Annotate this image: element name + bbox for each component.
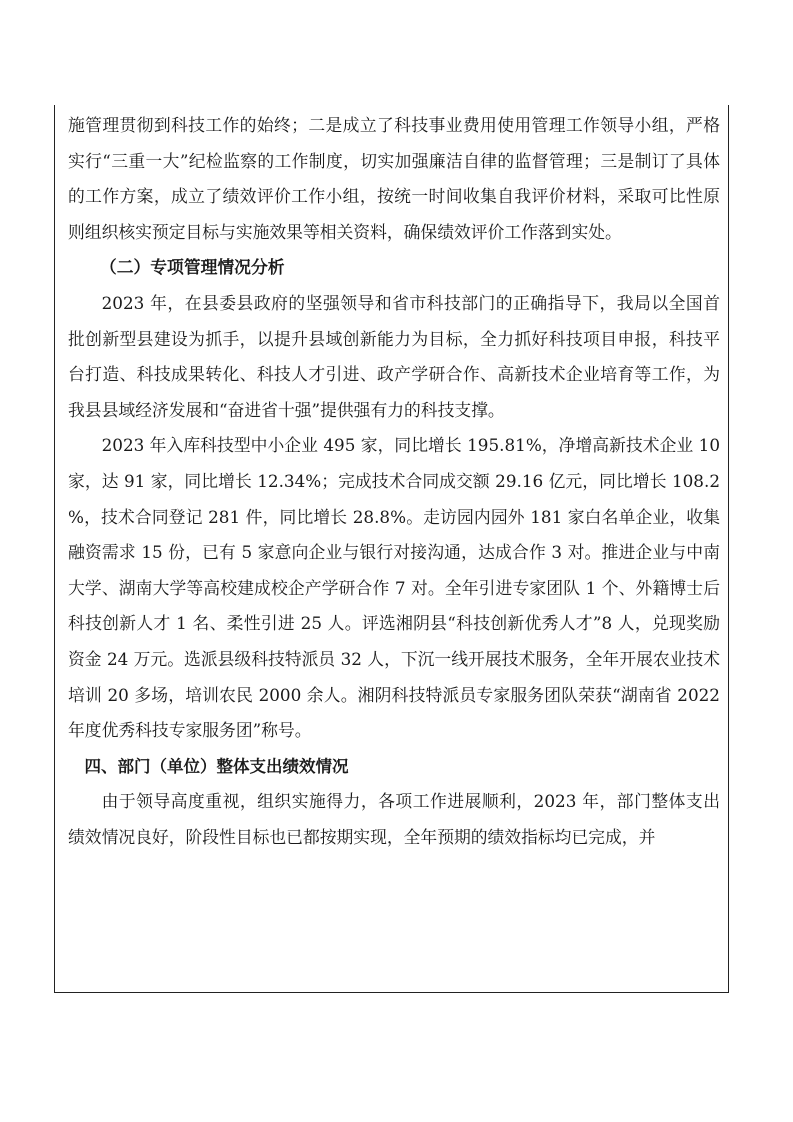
section-4-paragraph-1: 由于领导高度重视，组织实施得力，各项工作进展顺利，2023 年，部门整体支出绩效情况良好，阶段性目标也已都按期实现，全年预期的绩效指标均已完成，并 bbox=[68, 791, 720, 847]
document-body bbox=[68, 108, 720, 855]
section-4-heading: 四、部门（单位）整体支出绩效情况 bbox=[84, 756, 349, 776]
paragraph-continued: 施管理贯彻到科技工作的始终；二是成立了科技事业费用使用管理工作领导小组，严格实行“三重一大”纪检监察的工作制度，切实加强廉洁自律的监督管理；三是制订了具体的工作方案，成立了绩效评价工作小组，按统一时间收集自我评价材料，采取可比性原则组织核实预定目标与实施效果等相关资料，确保绩效评价工作落到实处。 bbox=[68, 115, 720, 242]
section-2-paragraph-1: 2023 年，在县委县政府的坚强领导和省市科技部门的正确指导下，我局以全国首批创新型县建设为抓手，以提升县域创新能力为目标，全力抓好科技项目申报，科技平台打造、科技成果转化、科技人才引进、政产学研合作、高新技术企业培育等工作，为我县县域经济发展和“奋进省十强”提供强有力的科技支撑。 bbox=[68, 292, 720, 420]
section-2-heading: （二）专项管理情况分析 bbox=[99, 257, 285, 278]
section-2-paragraph-2: 2023 年入库科技型中小企业 495 家，同比增长 195.81%，净增高新技术企业 10 家，达 91 家，同比增长 12.34%；完成技术合同成交额 29.16 亿元，同比增长 108.2 %，技术合同登记 281 件，同比增长 28.8%。走访园内园外 181 家白名单企业，收集融资需求 15 份，已有 5 家意向企业与银行对接沟通，达成合作 3 对。推进企业与中南大学、湖南大学等高校建成校企产学研合作 7 对。全年引进专家团队 1 个、外籍博士后科技创新人才 1 名、柔性引进 25 人。评选湘阴县“科技创新优秀人才”8 人，兑现奖励资金 24 万元。选派县级科技特派员 32 人，下沉一线开展技术服务，全年开展农业技术培训 20 多场，培训农民 2000 余人。湘阴科技特派员专家服务团队荣获“湖南省 2022 年度优秀科技专家服务团”称号。 bbox=[68, 435, 720, 741]
